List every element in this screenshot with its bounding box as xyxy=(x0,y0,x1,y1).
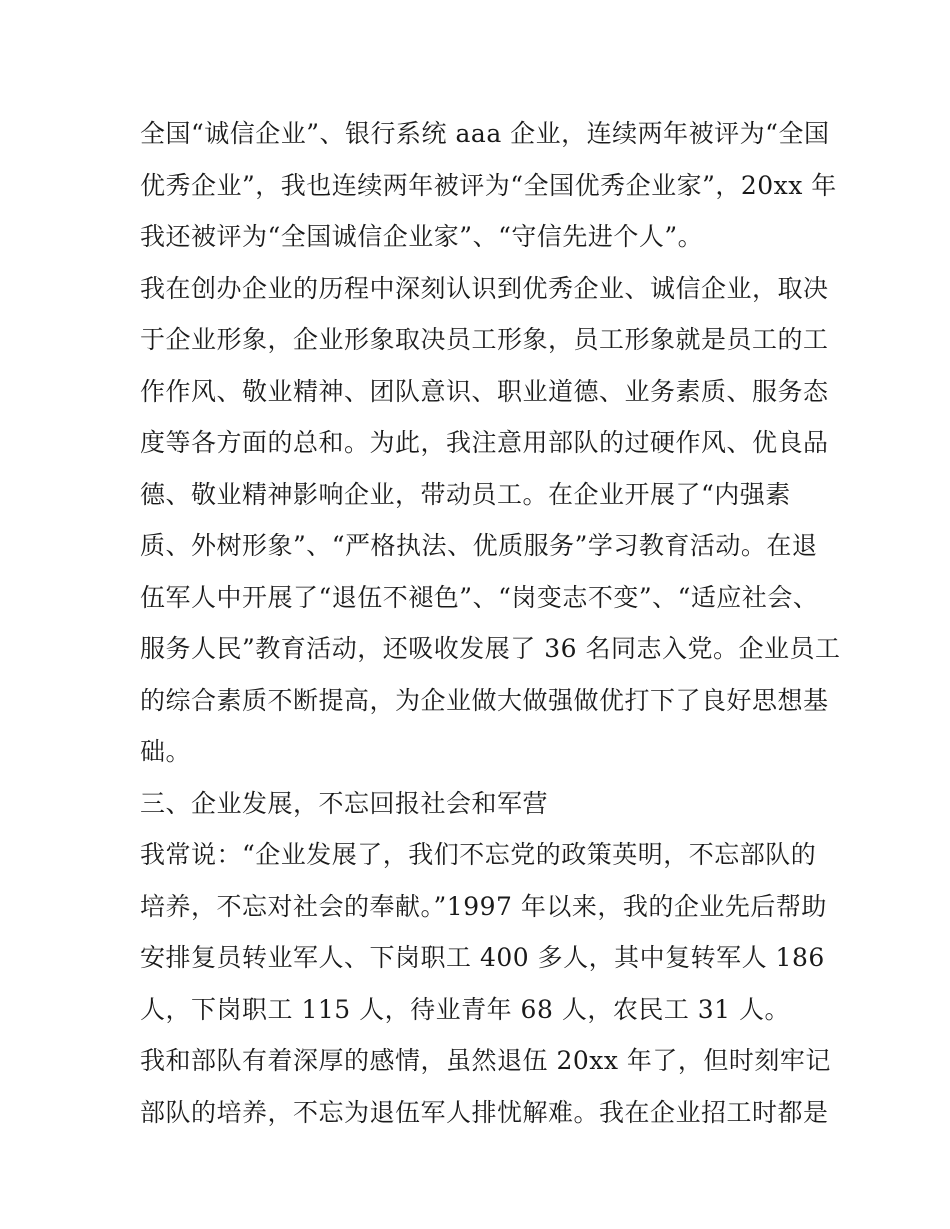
text-line: 的综合素质不断提高，为企业做大做强做优打下了良好思想基 xyxy=(140,685,829,715)
text-line: 我还被评为“全国诚信企业家”、“守信先进个人”。 xyxy=(140,222,704,251)
text-line: 德、敬业精神影响企业，带动员工。在企业开展了“内强素 xyxy=(140,479,791,509)
text-line: 度等各方面的总和。为此，我注意用部队的过硬作风、优良品 xyxy=(140,428,829,457)
text-line: 我在创办企业的历程中深刻认识到优秀企业、诚信企业，取决 xyxy=(140,273,829,303)
text-line: 于企业形象，企业形象取决员工形象，员工形象就是员工的工 xyxy=(140,325,829,354)
text-line: 服务人民”教育活动，还吸收发展了 36 名同志入党。企业员工 xyxy=(140,634,841,663)
text-line: 础。 xyxy=(140,737,192,766)
text-line: 培养，不忘对社会的奉献。”1997 年以来，我的企业先后帮助 xyxy=(140,891,827,921)
section-heading: 三、企业发展，不忘回报社会和军营 xyxy=(140,788,549,818)
text-line: 质、外树形象”、“严格执法、优质服务”学习教育活动。在退 xyxy=(140,531,818,560)
text-line: 部队的培养，不忘为退伍军人排忧解难。我在企业招工时都是 xyxy=(140,1097,829,1127)
text-line: 我和部队有着深厚的感情，虽然退伍 20xx 年了，但时刻牢记 xyxy=(140,1046,831,1075)
text-line: 安排复员转业军人、下岗职工 400 多人，其中复转军人 186 xyxy=(140,943,825,972)
text-line: 作作风、敬业精神、团队意识、职业道德、业务素质、服务态 xyxy=(140,376,829,406)
text-line: 人，下岗职工 115 人，待业青年 68 人，农民工 31 人。 xyxy=(140,994,791,1024)
text-line: 伍军人中开展了“退伍不褪色”、“岗变志不变”、“适应社会、 xyxy=(140,582,819,612)
text-line: 优秀企业”，我也连续两年被评为“全国优秀企业家”，20xx 年 xyxy=(140,170,837,200)
document-body xyxy=(140,108,841,1138)
text-line: 全国“诚信企业”、银行系统 aaa 企业，连续两年被评为“全国 xyxy=(140,119,830,148)
text-line: 我常说：“企业发展了，我们不忘党的政策英明，不忘部队的 xyxy=(140,840,817,869)
